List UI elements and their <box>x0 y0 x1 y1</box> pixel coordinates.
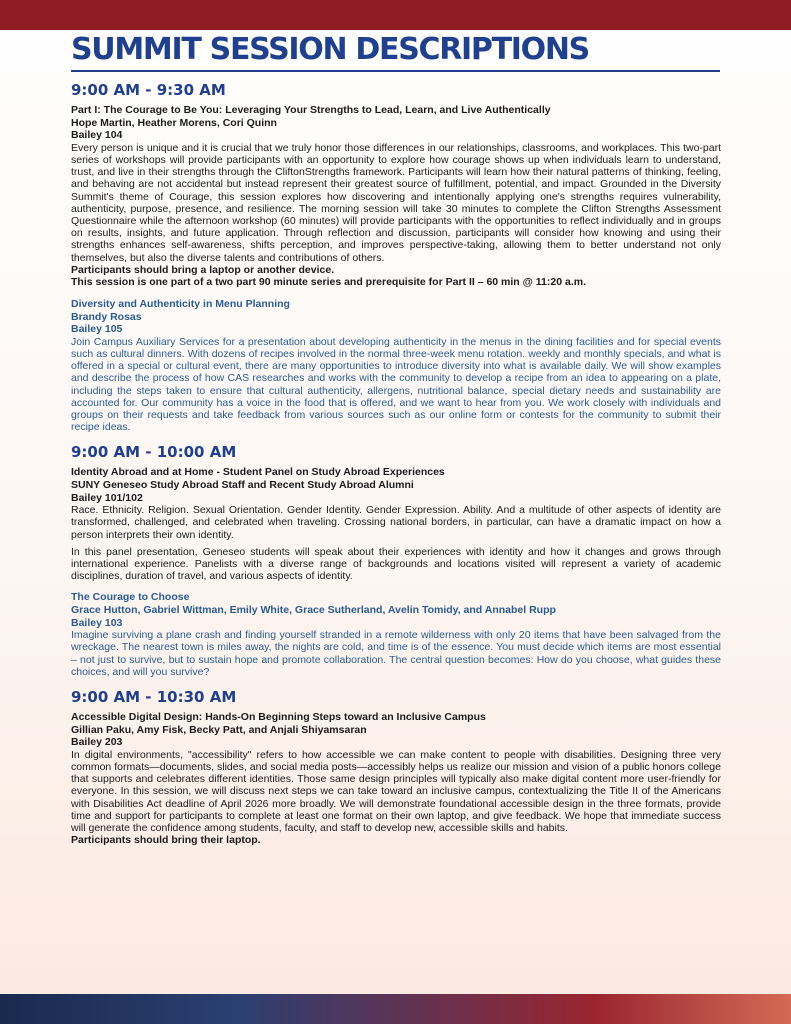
session-description: Every person is unique and it is crucial that we truly honor those differences in our relationships, classrooms, and workplaces. This two-part series of workshops will provide participants with an opportunity to explore how courage shows up when individuals learn to understand, trust, and live in their strengths through the CliftonStrengths framework. Participants will learn how their natural patterns of thinking, feeling, and behaving are not accidental but instead represent their greatest source of fulfillment, potential, and impact. Grounded in the Diversity Summit's theme of Courage, this session explores how discovering and intentionally applying one's strengths requires vulnerability, authenticity, purpose, presence, and resilience. The morning session will take 30 minutes to complete the Clifton Strengths Assessment Questionnaire while the afternoon workshop (60 minutes) will provide participants with the opportunities to reflect individually and in groups on results, insights, and future application. Through reflection and discussion, participants will consider how knowing and using their strengths enhances self-awareness, shifts perception, and improves perspective-taking, allowing them to better understand not only themselves, but also the diverse talents and contributions of others. <box>71 141 721 264</box>
top-banner <box>0 0 791 30</box>
session-description: In this panel presentation, Geneseo students will speak about their experiences with identity and how it changes and grows through international experience. Panelists with a diverse range of backgrounds and locations visited will represent a variety of academic disciplines, duration of travel, and various aspects of identity. <box>71 545 721 583</box>
session-description: Imagine surviving a plane crash and finding yourself stranded in a remote wilderness with only 20 items that have been salvaged from the wreckage. The nearest town is miles away, the nights are cold, and time is of the essence. You must decide which items are most essential – not just to survive, but to sustain hope and promote collaboration. The central question becomes: How do you choose, what guides these choices, and will you survive? <box>71 629 721 678</box>
session-note: Participants should bring their laptop. <box>71 834 261 847</box>
session-card <box>71 104 721 289</box>
session-card <box>71 298 721 433</box>
session-room: Bailey 105 <box>71 323 123 336</box>
time-slot-heading: 9:00 AM - 10:30 AM <box>71 688 237 706</box>
session-presenters: Grace Hutton, Gabriel Wittman, Emily White, Grace Sutherland, Avelin Tomidy, and Annabel Rupp <box>71 604 556 616</box>
time-section <box>71 687 721 847</box>
session-description: Race. Ethnicity. Religion. Sexual Orientation. Gender Identity. Gender Expression. Ability. And a multitude of other aspects of identity are transformed, challenged, and celebrated when traveling. Crossing national borders, in particular, can have a dramatic impact on how a person interprets their own identity. <box>71 504 721 541</box>
session-title: Part I: The Courage to Be You: Leveraging Your Strengths to Lead, Learn, and Live Authentically <box>71 104 551 116</box>
time-section <box>71 80 721 433</box>
session-note: This session is one part of a two part 90 minute series and prerequisite for Part II – 60 min @ 11:20 a.m. <box>71 276 586 289</box>
session-room: Bailey 104 <box>71 129 123 142</box>
session-title: The Courage to Choose <box>71 591 190 604</box>
session-card <box>71 591 721 678</box>
time-section <box>71 442 721 678</box>
session-room: Bailey 103 <box>71 616 123 629</box>
page-title: SUMMIT SESSION DESCRIPTIONS <box>71 32 589 67</box>
session-description: In digital environments, "accessibility" refers to how accessible we can make content to people with disabilities. Designing three very common formats—documents, slides, and social media posts—accessibly helps us realize our mission and vision of a public honors college that supports and celebrates different identities. Those same design principles will typically also make digital content more user-friendly for everyone. In this session, we will discuss next steps we can take toward an inclusive campus, contextualizing the Title II of the Americans with Disabilities Act deadline of April 2026 more broadly. We will demonstrate foundational accessible design in the three formats, provide time and support for participants to complete at least one format on their own laptop, and give feedback. We hope that immediate success will generate the confidence among students, faculty, and staff to develop new, accessible skills and habits. <box>71 748 721 834</box>
time-slot-heading: 9:00 AM - 10:00 AM <box>71 443 237 462</box>
session-title: Accessible Digital Design: Hands-On Beginning Steps toward an Inclusive Campus <box>71 711 486 723</box>
page-content <box>71 31 721 856</box>
session-note: Participants should bring a laptop or another device. <box>71 263 335 276</box>
time-slot-heading: 9:00 AM - 9:30 AM <box>71 81 226 99</box>
bottom-banner <box>0 994 791 1024</box>
session-room: Bailey 101/102 <box>71 491 143 504</box>
session-presenters: Hope Martin, Heather Morens, Cori Quinn <box>71 116 277 129</box>
session-title: Diversity and Authenticity in Menu Planning <box>71 298 290 310</box>
session-description: Join Campus Auxiliary Services for a presentation about developing authenticity in the menus in the dining facilities and for special events such as cultural dinners. With dozens of recipes involved in the normal three-week menu rotation. weekly and monthly specials, and what is offered in a special or cultural event, there are many opportunities to introduce diversity into what is available daily. We will show examples and describe the process of how CAS researches and works with the community to develop a recipe from an idea to appearing on a plate, including the steps taken to ensure that cultural authenticity, allergens, nutritional balance, special dietary needs and sustainability are accounted for. Our community has a voice in the food that is offered, and we want to hear from you. We work closely with individuals and groups on their requests and take feedback from various sources such as our online form or contests for the community to submit their recipe ideas. <box>71 335 721 434</box>
session-card <box>71 711 721 847</box>
session-title: Identity Abroad and at Home - Student Panel on Study Abroad Experiences <box>71 466 445 479</box>
session-presenters: SUNY Geneseo Study Abroad Staff and Recent Study Abroad Alumni <box>71 479 414 491</box>
session-presenters: Brandy Rosas <box>71 310 142 323</box>
session-presenters: Gillian Paku, Amy Fisk, Becky Patt, and Anjali Shiyamsaran <box>71 723 367 736</box>
title-divider <box>71 70 720 72</box>
session-room: Bailey 203 <box>71 736 123 749</box>
session-card <box>71 466 721 582</box>
